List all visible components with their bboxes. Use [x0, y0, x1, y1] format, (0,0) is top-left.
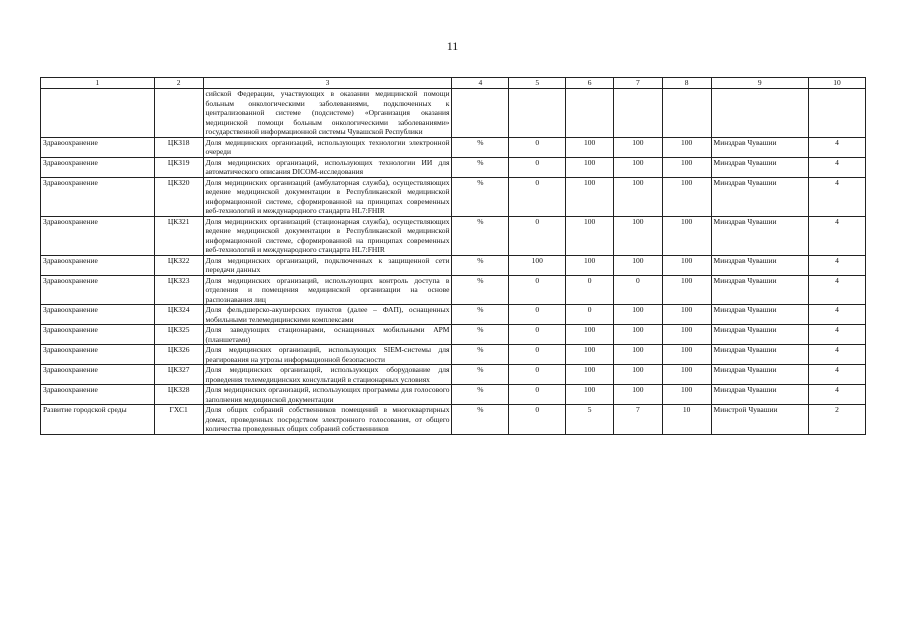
value-cell: 100 [662, 157, 711, 177]
value-cell: 100 [614, 325, 663, 345]
column-number: 1 [41, 78, 155, 89]
table-row [41, 255, 866, 275]
value-cell: 100 [566, 345, 614, 365]
value-cell: 100 [566, 325, 614, 345]
column-number: 5 [509, 78, 566, 89]
unit-cell: % [452, 365, 509, 385]
column-number-row [41, 78, 866, 89]
table-row [41, 137, 866, 157]
value-cell: 0 [509, 216, 566, 255]
sector-cell: Здравоохранение [41, 255, 155, 275]
value-cell: 0 [509, 405, 566, 435]
code-cell: ЦКЗ18 [154, 137, 203, 157]
unit-cell: % [452, 405, 509, 435]
value-cell: 100 [662, 275, 711, 305]
sector-cell: Развитие городской среды [41, 405, 155, 435]
responsible-cell: Минздрав Чувашии [711, 216, 809, 255]
number-cell: 4 [809, 216, 866, 255]
column-number: 4 [452, 78, 509, 89]
value-cell: 0 [509, 365, 566, 385]
column-number: 8 [662, 78, 711, 89]
value-cell: 100 [614, 255, 663, 275]
column-number: 2 [154, 78, 203, 89]
description-cell: Доля фельдшерско-акушерских пунктов (далее – ФАП), оснащенных мобильными телемедицинскими комплексами [203, 305, 452, 325]
description-cell: Доля медицинских организаций, использующих контроль доступа в отделения и помещения медицинской организации на основе распознавания лиц [203, 275, 452, 305]
value-cell: 100 [662, 255, 711, 275]
column-number: 10 [809, 78, 866, 89]
value-cell: 100 [614, 177, 663, 216]
number-cell: 4 [809, 325, 866, 345]
value-cell: 0 [509, 325, 566, 345]
value-cell: 100 [662, 365, 711, 385]
code-cell: ЦКЗ28 [154, 385, 203, 405]
value-cell: 100 [614, 305, 663, 325]
value-cell: 100 [509, 255, 566, 275]
responsible-cell: Минздрав Чувашии [711, 305, 809, 325]
code-cell: ГХС1 [154, 405, 203, 435]
value-cell: 0 [509, 345, 566, 365]
unit-cell: % [452, 345, 509, 365]
number-cell: 2 [809, 405, 866, 435]
value-cell: 100 [566, 385, 614, 405]
value-cell: 0 [509, 137, 566, 157]
description-cell: Доля общих собраний собственников помещений в многоквартирных домах, проведенных посредством электронного голосования, от общего количества проведенных общих собраний собственников [203, 405, 452, 435]
value-cell: 100 [566, 137, 614, 157]
description-cell: сийской Федерации, участвующих в оказании медицинской помощи больным онкологическими заболеваниями, подключенных к централизованной системе (подсистеме) «Организация оказания медицинской помощи больным онкологическими заболеваниями» государственной информационной системы Чувашской Республики [203, 89, 452, 138]
unit-cell: % [452, 325, 509, 345]
value-cell: 100 [566, 157, 614, 177]
number-cell: 4 [809, 177, 866, 216]
table-row [41, 305, 866, 325]
code-cell: ЦКЗ24 [154, 305, 203, 325]
value-cell: 100 [614, 345, 663, 365]
unit-cell: % [452, 255, 509, 275]
value-cell [509, 89, 566, 138]
table-row [41, 177, 866, 216]
number-cell: 4 [809, 305, 866, 325]
sector-cell [41, 89, 155, 138]
unit-cell: % [452, 305, 509, 325]
unit-cell: % [452, 137, 509, 157]
responsible-cell [711, 89, 809, 138]
value-cell: 10 [662, 405, 711, 435]
value-cell: 0 [509, 157, 566, 177]
description-cell: Доля медицинских организаций, подключенных к защищенной сети передачи данных [203, 255, 452, 275]
code-cell: ЦКЗ27 [154, 365, 203, 385]
responsible-cell: Минздрав Чувашии [711, 157, 809, 177]
description-cell: Доля заведующих стационарами, оснащенных мобильными АРМ (планшетами) [203, 325, 452, 345]
sector-cell: Здравоохранение [41, 345, 155, 365]
sector-cell: Здравоохранение [41, 325, 155, 345]
value-cell: 7 [614, 405, 663, 435]
value-cell [614, 89, 663, 138]
value-cell: 100 [662, 177, 711, 216]
table-row [41, 345, 866, 365]
value-cell: 100 [614, 365, 663, 385]
sector-cell: Здравоохранение [41, 385, 155, 405]
table-row [41, 275, 866, 305]
code-cell: ЦКЗ23 [154, 275, 203, 305]
description-cell: Доля медицинских организаций, использующих оборудование для проведения телемедицинских консультаций в стационарных условиях [203, 365, 452, 385]
responsible-cell: Минстрой Чувашии [711, 405, 809, 435]
number-cell [809, 89, 866, 138]
column-number: 3 [203, 78, 452, 89]
unit-cell: % [452, 385, 509, 405]
table-row [41, 89, 866, 138]
number-cell: 4 [809, 275, 866, 305]
unit-cell: % [452, 275, 509, 305]
number-cell: 4 [809, 137, 866, 157]
value-cell: 100 [662, 325, 711, 345]
unit-cell [452, 89, 509, 138]
description-cell: Доля медицинских организаций, использующих программы для голосового заполнения медицинской документации [203, 385, 452, 405]
sector-cell: Здравоохранение [41, 365, 155, 385]
number-cell: 4 [809, 345, 866, 365]
value-cell: 100 [614, 216, 663, 255]
value-cell: 100 [566, 365, 614, 385]
table-row [41, 405, 866, 435]
value-cell: 5 [566, 405, 614, 435]
table-row [41, 325, 866, 345]
table-row [41, 157, 866, 177]
code-cell: ЦКЗ21 [154, 216, 203, 255]
page-number: 11 [446, 39, 459, 53]
responsible-cell: Минздрав Чувашии [711, 137, 809, 157]
column-number: 6 [566, 78, 614, 89]
responsible-cell: Минздрав Чувашии [711, 325, 809, 345]
number-cell: 4 [809, 385, 866, 405]
value-cell: 100 [614, 157, 663, 177]
description-cell: Доля медицинских организаций, использующих SIEM-системы для реагирования на угрозы информационной безопасности [203, 345, 452, 365]
value-cell: 0 [566, 305, 614, 325]
description-cell: Доля медицинских организаций (амбулаторная служба), осуществляющих ведение медицинской документации в Республиканской медицинской информационной системе, сформированной на принципах современных веб-технологий и международного стандарта HL7:FHIR [203, 177, 452, 216]
code-cell: ЦКЗ26 [154, 345, 203, 365]
responsible-cell: Минздрав Чувашии [711, 275, 809, 305]
number-cell: 4 [809, 255, 866, 275]
code-cell: ЦКЗ22 [154, 255, 203, 275]
sector-cell: Здравоохранение [41, 157, 155, 177]
description-cell: Доля медицинских организаций (стационарная служба), осуществляющих ведение медицинской документации в Республиканской медицинской информационной системе, сформированной на принципах современных веб-технологий и международного стандарта HL7:FHIR [203, 216, 452, 255]
sector-cell: Здравоохранение [41, 216, 155, 255]
sector-cell: Здравоохранение [41, 177, 155, 216]
description-cell: Доля медицинских организаций, использующих технологии ИИ для автоматического описания DICOM-исследования [203, 157, 452, 177]
value-cell: 100 [614, 385, 663, 405]
code-cell: ЦКЗ25 [154, 325, 203, 345]
value-cell: 0 [509, 177, 566, 216]
responsible-cell: Минздрав Чувашии [711, 177, 809, 216]
number-cell: 4 [809, 365, 866, 385]
column-number: 7 [614, 78, 663, 89]
value-cell: 0 [614, 275, 663, 305]
responsible-cell: Минздрав Чувашии [711, 365, 809, 385]
value-cell: 100 [662, 216, 711, 255]
unit-cell: % [452, 177, 509, 216]
column-number: 9 [711, 78, 809, 89]
responsible-cell: Минздрав Чувашии [711, 385, 809, 405]
responsible-cell: Минздрав Чувашии [711, 345, 809, 365]
code-cell [154, 89, 203, 138]
code-cell: ЦКЗ20 [154, 177, 203, 216]
code-cell: ЦКЗ19 [154, 157, 203, 177]
value-cell [566, 89, 614, 138]
number-cell: 4 [809, 157, 866, 177]
responsible-cell: Минздрав Чувашии [711, 255, 809, 275]
indicators-table [40, 77, 866, 435]
value-cell: 100 [662, 137, 711, 157]
unit-cell: % [452, 216, 509, 255]
table-row [41, 216, 866, 255]
value-cell [662, 89, 711, 138]
value-cell: 100 [662, 305, 711, 325]
value-cell: 100 [566, 177, 614, 216]
value-cell: 0 [509, 305, 566, 325]
value-cell: 0 [566, 275, 614, 305]
value-cell: 100 [566, 216, 614, 255]
sector-cell: Здравоохранение [41, 137, 155, 157]
value-cell: 100 [662, 385, 711, 405]
table-row [41, 365, 866, 385]
unit-cell: % [452, 157, 509, 177]
description-cell: Доля медицинских организаций, использующих технологии электронной очереди [203, 137, 452, 157]
value-cell: 100 [614, 137, 663, 157]
value-cell: 0 [509, 275, 566, 305]
sector-cell: Здравоохранение [41, 305, 155, 325]
value-cell: 100 [662, 345, 711, 365]
sector-cell: Здравоохранение [41, 275, 155, 305]
value-cell: 100 [566, 255, 614, 275]
value-cell: 0 [509, 385, 566, 405]
table-row [41, 385, 866, 405]
